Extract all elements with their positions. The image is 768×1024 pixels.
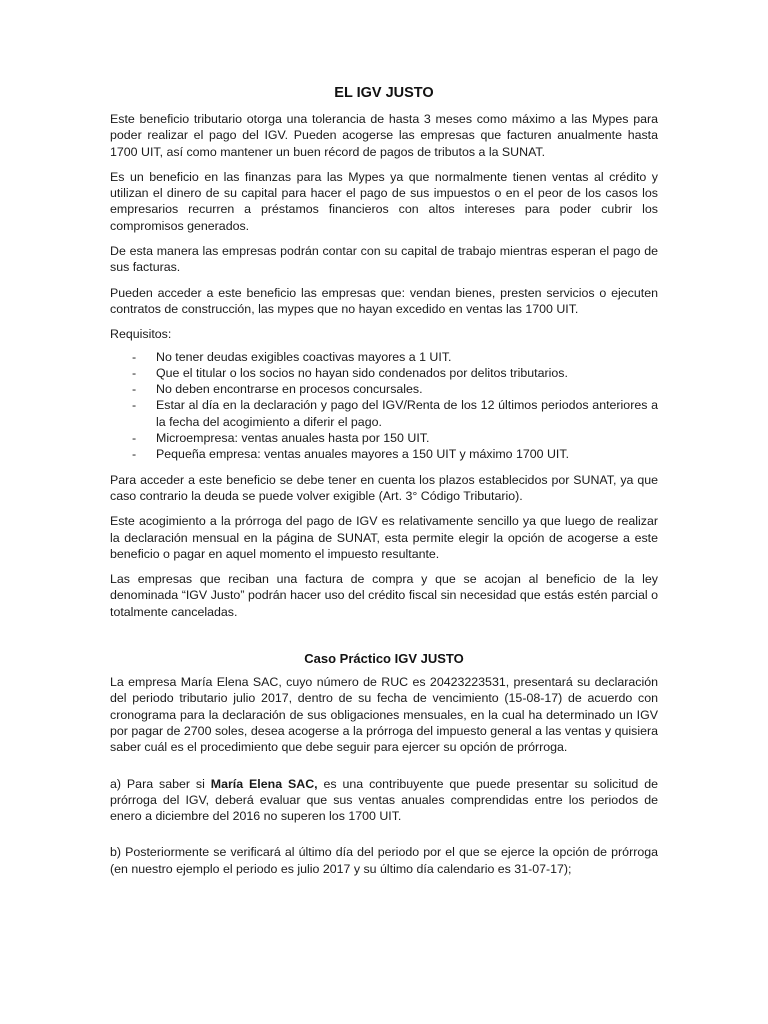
requirement-item: - Que el titular o los socios no hayan sido condenados por delitos tributarios. (110, 365, 658, 381)
case-step-a (110, 776, 658, 825)
requirement-item: - No tener deudas exigibles coactivas mayores a 1 UIT. (110, 349, 658, 365)
requirements-list (110, 349, 658, 463)
requirement-item: - Microempresa: ventas anuales hasta por 150 UIT. (110, 430, 658, 446)
case-title: Caso Práctico IGV JUSTO (304, 651, 464, 667)
step-a-suffix: es una contribuyente que puede presentar su solicitud de prórroga del IGV, deberá evaluar que sus ventas anuales comprendidas entre los periodos de enero a diciembre del 2016 no superen los 1700 UIT. (110, 776, 658, 824)
requirement-item: - Estar al día en la declaración y pago del IGV/Renta de los 12 últimos periodos anteriores a la fecha del acogimiento a diferir el pago. (110, 397, 658, 430)
paragraph-fiscal-credit: Las empresas que reciban una factura de compra y que se acojan al beneficio de la ley denominada “IGV Justo” podrán hacer uso del crédito fiscal sin necesidad que estás estén parcial o totalmente canceladas. (110, 572, 658, 619)
paragraph-benefit: Es un beneficio en las finanzas para las Mypes ya que normalmente tienen ventas al crédito y utilizan el dinero de su capital para hacer el pago de sus impuestos o en el peor de los casos los empresarios recurren a préstamos financieros con altos intereses para poder cubrir los compromisos generados. (110, 169, 658, 233)
step-a-prefix: a) Para saber si (110, 776, 211, 791)
paragraph-procedure: Este acogimiento a la prórroga del pago de IGV es relativamente sencillo ya que luego de realizar la declaración mensual en la página de SUNAT, esta permite elegir la opción de acogerse a este beneficio o pagar en aquel momento el impuesto resultante. (110, 514, 658, 561)
paragraph-capital: De esta manera las empresas podrán contar con su capital de trabajo mientras esperan el pago de sus facturas. (110, 244, 658, 275)
requirement-item: - No deben encontrarse en procesos concursales. (110, 381, 658, 397)
requirement-item: - Pequeña empresa: ventas anuales mayores a 150 UIT y máximo 1700 UIT. (110, 446, 658, 462)
case-step-b: b) Posteriormente se verificará al último día del periodo por el que se ejerce la opción de prórroga (en nuestro ejemplo el periodo es julio 2017 y su último día calendario es 31-07-17); (110, 845, 658, 876)
paragraph-intro: Este beneficio tributario otorga una tolerancia de hasta 3 meses como máximo a las Mypes para poder realizar el pago del IGV. Pueden acogerse las empresas que facturen anualmente hasta 1700 UIT, así como mantener un buen récord de pagos de tributos a la SUNAT. (110, 112, 658, 159)
paragraph-eligibility: Pueden acceder a este beneficio las empresas que: vendan bienes, presten servicios o ejecuten contratos de construcción, las mypes que no hayan excedido en ventas las 1700 UIT. (110, 285, 658, 316)
document-title: EL IGV JUSTO (334, 85, 434, 101)
document-body (110, 84, 658, 886)
company-name: María Elena SAC, (210, 776, 318, 791)
case-intro: La empresa María Elena SAC, cuyo número de RUC es 20423223531, presentará su declaración del periodo tributario julio 2017, dentro de su fecha de vencimiento (15-08-17) de acuerdo con cronograma para la declaración de sus obligaciones mensuales, en la cual ha determinado un IGV por pagar de 2700 soles, desea acogerse a la prórroga del impuesto general a las ventas y quisiera saber cuál es el procedimiento que debe seguir para ejercer su opción de prórroga. (110, 675, 658, 755)
paragraph-deadlines: Para acceder a este beneficio se debe tener en cuenta los plazos establecidos por SUNAT, ya que caso contrario la deuda se puede volver exigible (Art. 3° Código Tributario). (110, 472, 658, 503)
requirements-label: Requisitos: (110, 327, 172, 342)
